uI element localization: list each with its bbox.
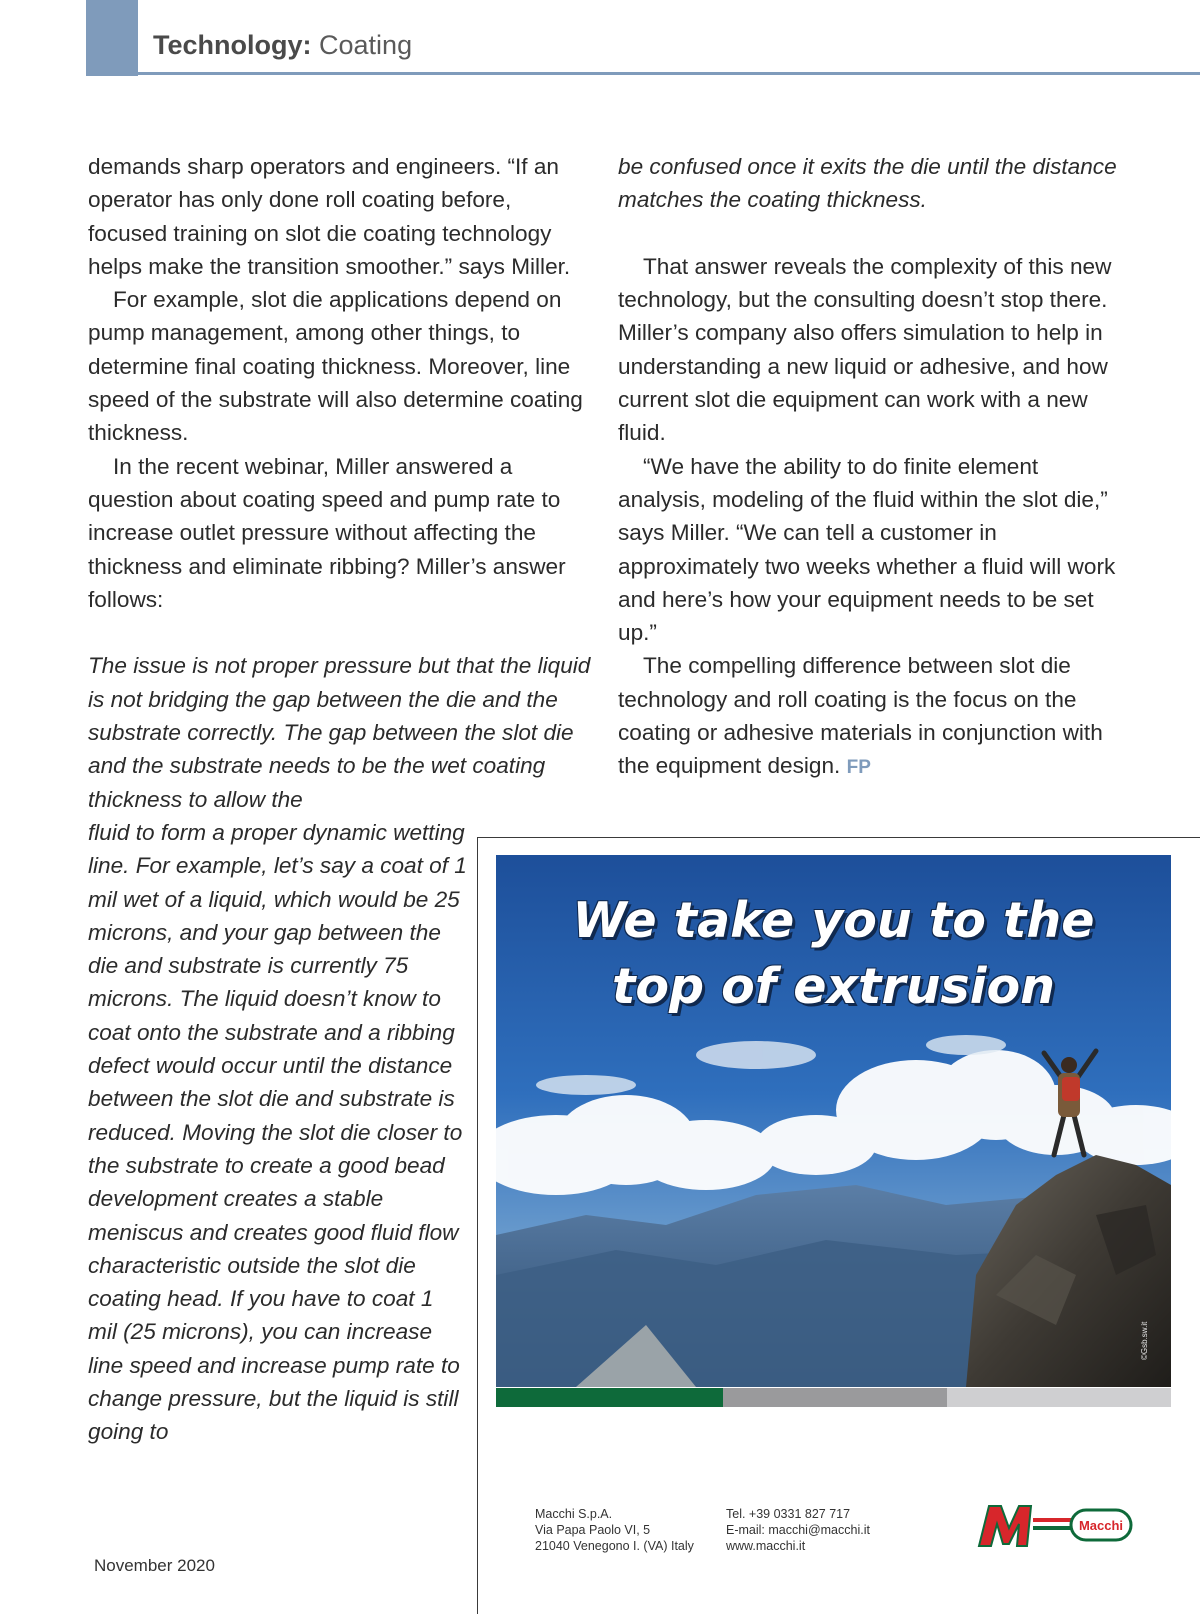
ad-stripe-green [496,1388,723,1407]
article-left-column [88,150,593,816]
ad-headline [496,888,1171,1020]
paragraph: For example, slot die applications depend on pump management, among other things, to determine final coating thickness. Moreover, line speed of the substrate will also determine coating thickness. [88,287,583,446]
macchi-logo [975,1498,1135,1554]
paragraph [618,649,1118,784]
article-right-column [618,150,1118,785]
section-topic: Coating [319,30,413,60]
article-left-column-continued [88,816,468,1449]
logo-wordmark: Macchi [1078,1518,1124,1533]
section-label: Technology: [153,30,312,60]
company-phone: Tel. +39 0331 827 717 [726,1507,851,1521]
header-tab-block [86,0,138,76]
ad-headline-line: top of extrusion [611,958,1056,1015]
quoted-answer-end: be confused once it exits the die until the distance matches the coating thickness. [618,154,1117,213]
quoted-answer-continued: fluid to form a proper dynamic wetting line. For example, let’s say a coat of 1 mil wet of a liquid, which would be 25 microns, and your gap between the die and substrate is currently 75 microns. The liquid doesn’t know to coat onto the substrate and a ribbing defect would occur until the distance between the slot die and substrate is reduced. Moving the slot die closer to the substrate to create a good bead development creates a stable meniscus and creates good fluid flow characteristic outside the slot die coating head. If you have to coat 1 mil (25 microns), you can increase line speed and increase pump rate to change pressure, but the liquid is still going to [88,820,467,1445]
quoted-answer: The issue is not proper pressure but that the liquid is not bridging the gap between the die and the substrate correctly. The gap between the slot die and the substrate needs to be the wet coating thickness to allow the [88,653,591,812]
paragraph-gap [88,616,593,649]
company-city: 21040 Venegono I. (VA) Italy [535,1539,694,1553]
company-street: Via Papa Paolo VI, 5 [535,1523,651,1537]
paragraph-text: The compelling difference between slot die technology and roll coating is the focus on the coating or adhesive materials in conjunction with the equipment design. [618,653,1103,779]
paragraph: “We have the ability to do finite element analysis, modeling of the fluid within the slot die,” says Miller. “We can tell a customer in approximately two weeks whether a fluid will work and here’s how your equipment needs to be set up.” [618,453,1116,646]
footer-date: November 2020 [94,1556,215,1575]
paragraph-gap [618,217,1118,250]
company-email: E-mail: macchi@macchi.it [726,1523,870,1537]
company-name: Macchi S.p.A. [535,1507,613,1521]
ad-company-address [535,1506,694,1554]
company-website: www.macchi.it [726,1539,806,1553]
ad-stripe-light [947,1388,1171,1407]
end-mark: FP [846,757,871,779]
photo-credit: ©Gsb.sw.it [1140,1321,1149,1360]
ad-company-contact [726,1506,870,1554]
paragraph: That answer reveals the complexity of this new technology, but the consulting doesn’t stop there. Miller’s company also offers simulation to help in understanding a new liquid or adhesive, and how current slot die equipment can work with a new fluid. [618,253,1112,446]
paragraph: demands sharp operators and engineers. “If an operator has only done roll coating before, focused training on slot die coating technology helps make the transition smoother.” says Miller. [88,154,571,279]
ad-stripe-grey [723,1388,947,1407]
ad-headline-line: We take you to the [572,892,1095,949]
paragraph: In the recent webinar, Miller answered a question about coating speed and pump rate to increase outlet pressure without affecting the thickness and eliminate ribbing? Miller’s answer follows: [88,453,566,612]
header-rule [86,72,1200,75]
section-header [153,30,412,61]
